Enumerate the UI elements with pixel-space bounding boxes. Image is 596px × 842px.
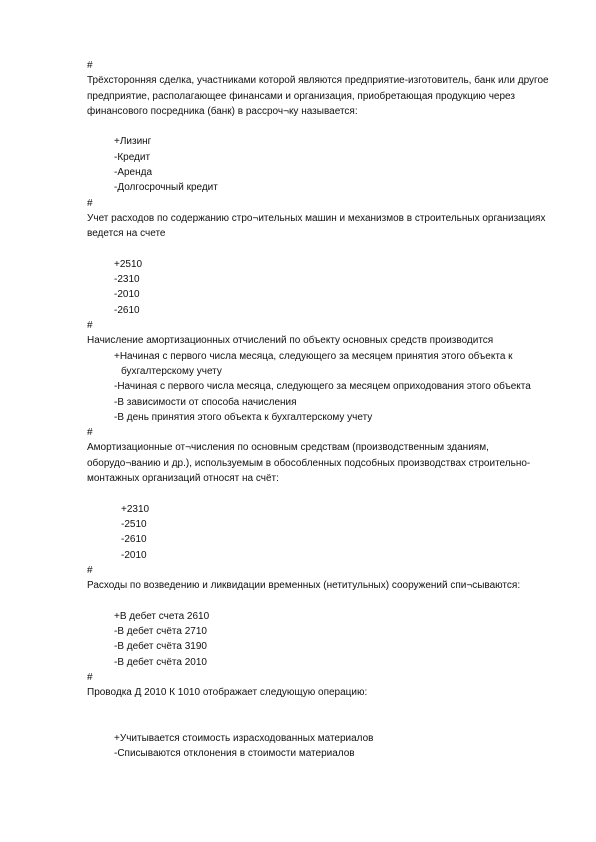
answer-option: -В дебет счёта 2710 — [114, 625, 207, 637]
question-marker: # — [87, 671, 93, 683]
answer-option: +Лизинг — [114, 136, 152, 148]
answer-option: -Начиная с первого числа месяца, следующего за месяцем оприходования этого объекта — [114, 381, 531, 393]
answer-option-continuation: бухгалтерскому учету — [121, 365, 222, 377]
answer-option: -2310 — [114, 274, 140, 286]
answer-option: -Долгосрочный кредит — [114, 182, 218, 194]
question-marker: # — [87, 60, 93, 71]
answer-option: +В дебет счета 2610 — [114, 610, 210, 622]
question-text: Трёхсторонняя сделка, участниками которой являются предприятие-изготовитель, банк или другое предприятие, располагающее финансами и организация, приобретающая продукцию через финансового посредника (банк) в рассроч¬ку называется: — [87, 75, 549, 117]
answer-option: +2510 — [114, 258, 143, 270]
question-text: Проводка Д 2010 К 1010 отображает следующую операцию: — [87, 687, 368, 699]
answer-option: +Учитывается стоимость израсходованных материалов — [114, 733, 374, 745]
answer-option: -В зависимости от способа начисления — [114, 396, 297, 408]
answer-option: -В дебет счёта 3190 — [114, 641, 207, 653]
answer-option: -Аренда — [114, 167, 153, 179]
answer-option: -2610 — [114, 304, 140, 316]
answer-option: -В дебет счёта 2010 — [114, 656, 207, 668]
answer-option: -Кредит — [114, 151, 151, 163]
document-body — [87, 58, 557, 762]
question-text: Учет расходов по содержанию стро¬ительных машин и механизмов в строительных организациях ведется на счете — [87, 212, 546, 240]
question-text: Расходы по возведению и ликвидации временных (нетитульных) сооружений спи¬сываются: — [87, 580, 521, 592]
question-marker: # — [87, 427, 93, 439]
question-text: Амортизационные от¬числения по основным средствам (производственным зданиям, оборудо¬ванию и др.), используемым в обособленных подсобных производствах строительно-монтажных организаций относят на счёт: — [87, 442, 531, 485]
answer-option: +Начиная с первого числа месяца, следующего за месяцем принятия этого объекта к — [114, 350, 513, 362]
question-marker: # — [87, 197, 93, 209]
question-text: Начисление амортизационных отчислений по объекту основных средств производится — [87, 335, 494, 347]
question-marker: # — [87, 320, 93, 332]
answer-option: -Списываются отклонения в стоимости материалов — [114, 748, 355, 760]
answer-option: -2010 — [121, 549, 147, 561]
question-marker: # — [87, 564, 93, 576]
answer-option: -2510 — [121, 518, 147, 530]
answer-option: +2310 — [121, 503, 150, 515]
answer-option: -2610 — [121, 534, 147, 546]
answer-option: -В день принятия этого объекта к бухгалтерскому учету — [114, 411, 373, 423]
answer-option: -2010 — [114, 289, 140, 301]
